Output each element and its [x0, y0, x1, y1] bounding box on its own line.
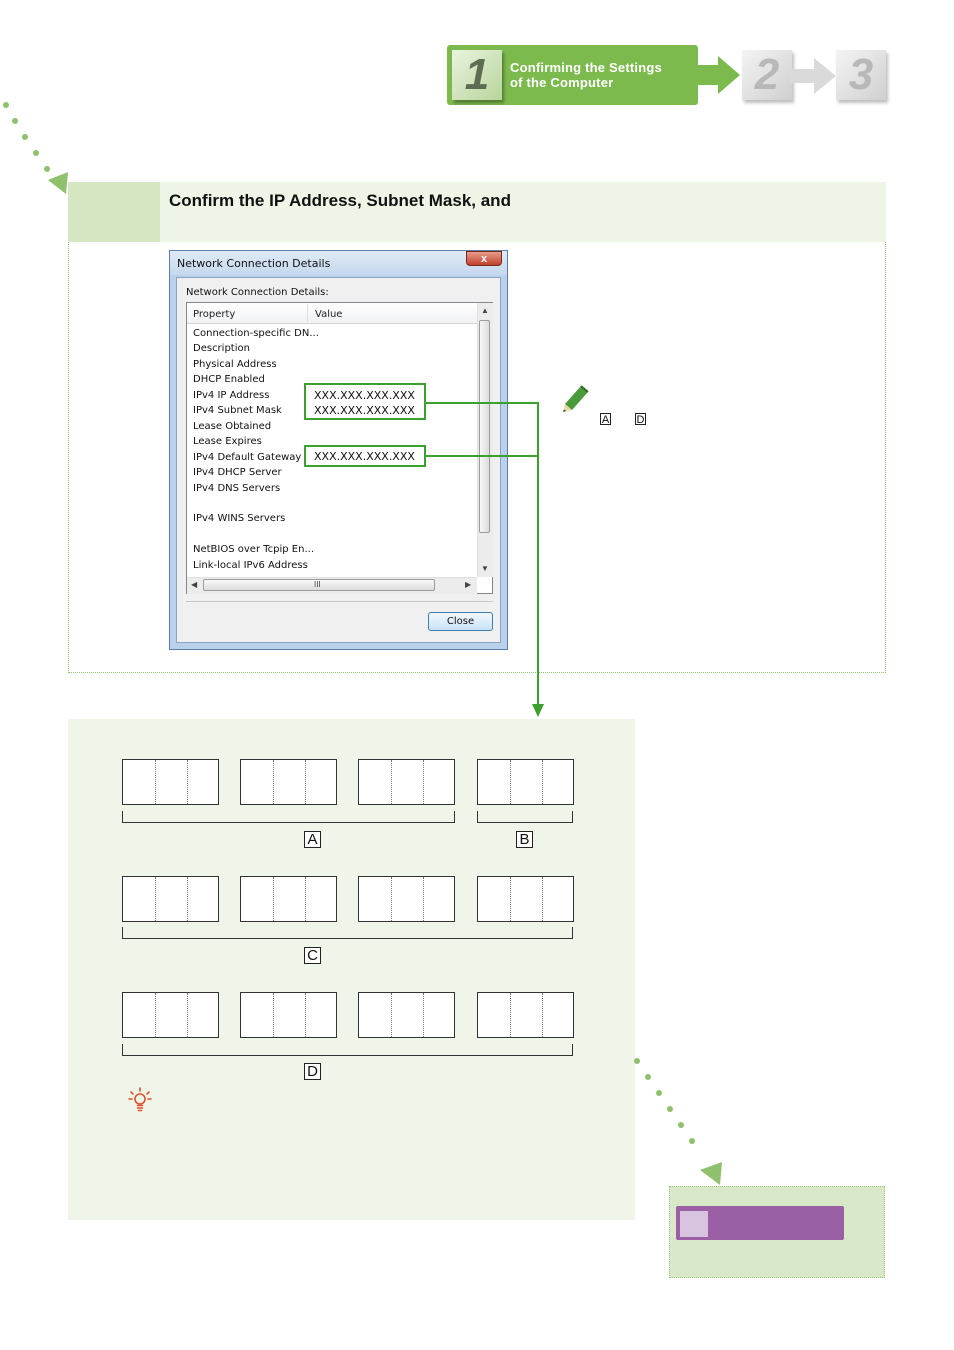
octet-box[interactable] [240, 759, 337, 805]
list-item[interactable]: Lease Obtained [193, 421, 272, 432]
label-a: A [304, 831, 321, 848]
list-item[interactable]: IPv4 Default Gateway [193, 452, 302, 463]
list-item[interactable]: IPv4 WINS Servers [193, 513, 286, 524]
scroll-right-icon[interactable]: ▶ [465, 580, 472, 589]
list-item[interactable]: IPv4 DNS Servers [193, 483, 281, 494]
ip-address-value[interactable]: XXX.XXX.XXX.XXX [314, 389, 415, 402]
scroll-grip-icon: III [314, 580, 321, 589]
dotted-arrow-dot [689, 1138, 695, 1144]
list-item[interactable]: IPv4 DHCP Server [193, 467, 282, 478]
step1-title [510, 60, 700, 90]
dotted-arrow-dot [645, 1074, 651, 1080]
dotted-arrow-dot [22, 134, 28, 140]
octet-box[interactable] [122, 759, 219, 805]
octet-box[interactable] [240, 876, 337, 922]
dotted-arrow-dot [634, 1058, 640, 1064]
connector-line [537, 402, 539, 707]
dialog-title: Network Connection Details [177, 257, 331, 270]
bracket-b [477, 811, 573, 823]
step3-number: 3 [848, 50, 874, 99]
list-item[interactable]: IPv4 IP Address [193, 390, 270, 401]
octet-box[interactable] [358, 876, 455, 922]
step1-number-tile [452, 50, 502, 100]
list-item[interactable]: Lease Expires [193, 436, 262, 447]
octet-box[interactable] [358, 759, 455, 805]
bracket-d [122, 1044, 573, 1056]
dotted-arrow-dot [678, 1122, 684, 1128]
step3-number-tile [836, 50, 886, 100]
details-label: Network Connection Details: [186, 287, 329, 298]
step1-number: 1 [464, 50, 490, 99]
dotted-arrow-dot [3, 102, 9, 108]
dotted-arrow-dot [12, 118, 18, 124]
dialog-close-x-button[interactable]: x [466, 251, 502, 266]
arrow-down-icon [532, 704, 544, 717]
gateway-value[interactable]: XXX.XXX.XXX.XXX [314, 450, 415, 463]
arrow-down-right-icon [698, 1158, 724, 1186]
octet-box[interactable] [477, 876, 574, 922]
pencil-icon [561, 382, 591, 412]
bracket-a [122, 811, 455, 823]
list-item[interactable]: IPv4 Subnet Mask [193, 405, 282, 416]
scroll-down-icon[interactable]: ▼ [481, 564, 489, 573]
arrow-right-icon [790, 58, 836, 94]
dotted-arrow-dot [656, 1090, 662, 1096]
subnet-mask-value[interactable]: XXX.XXX.XXX.XXX [314, 404, 415, 417]
confirm-step-tab [68, 182, 160, 242]
list-item[interactable]: DHCP Enabled [193, 374, 265, 385]
purple-heading-tab [680, 1211, 708, 1237]
note-ref-a: A [601, 414, 610, 426]
list-item[interactable]: NetBIOS over Tcpip En... [193, 544, 314, 555]
vertical-scroll-thumb[interactable] [479, 320, 490, 533]
list-item[interactable]: Connection-specific DN... [193, 328, 319, 339]
column-header-value[interactable]: Value [315, 309, 343, 320]
list-item[interactable]: Description [193, 343, 250, 354]
scroll-left-icon[interactable]: ◀ [191, 580, 198, 589]
label-d: D [304, 1063, 321, 1080]
dialog-separator [186, 601, 493, 602]
octet-box[interactable] [358, 992, 455, 1038]
label-b: B [516, 831, 533, 848]
step2-number: 2 [754, 50, 780, 99]
bracket-c [122, 927, 573, 939]
step1-title-line2: of the Computer [510, 75, 614, 90]
list-item[interactable]: Link-local IPv6 Address [193, 560, 308, 571]
label-c: C [304, 947, 321, 964]
octet-box[interactable] [122, 992, 219, 1038]
connector-line [426, 402, 539, 404]
step1-title-line1: Confirming the Settings [510, 60, 662, 75]
octet-box[interactable] [240, 992, 337, 1038]
octet-box[interactable] [477, 992, 574, 1038]
list-item[interactable]: Physical Address [193, 359, 277, 370]
arrow-right-icon [696, 56, 740, 94]
column-header-property[interactable]: Property [193, 309, 236, 320]
dotted-arrow-dot [667, 1106, 673, 1112]
confirm-title: Confirm the IP Address, Subnet Mask, and [169, 191, 511, 210]
lightbulb-icon [128, 1087, 152, 1113]
note-ref-d: D [636, 414, 645, 426]
column-divider[interactable] [307, 304, 308, 322]
close-button[interactable]: Close [428, 612, 493, 631]
arrow-down-right-icon [46, 170, 70, 196]
step2-number-tile [742, 50, 792, 100]
octet-box[interactable] [477, 759, 574, 805]
octet-box[interactable] [122, 876, 219, 922]
dotted-arrow-dot [33, 150, 39, 156]
connector-line [426, 455, 539, 457]
scroll-up-icon[interactable]: ▲ [481, 306, 489, 315]
